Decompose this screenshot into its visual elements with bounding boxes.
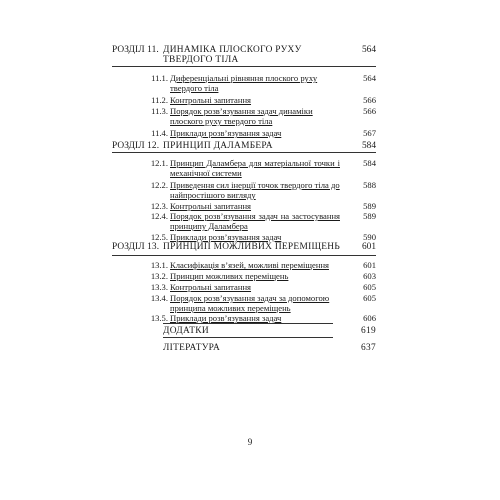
appendices-rule-top — [163, 323, 333, 324]
section-title: Порядок розв’язування задач на застосування принципу Даламбера — [170, 211, 340, 231]
chapter-title: ПРИНЦИП МОЖЛИВИХ ПЕРЕМІЩЕНЬ — [163, 242, 341, 252]
toc-appendices[interactable] — [112, 323, 376, 337]
section-title: Принцип можливих переміщень — [170, 271, 289, 281]
section-number: 13.1. — [150, 260, 168, 270]
section-title: Порядок розв’язування задач динаміки плоского руху твердого тіла — [170, 106, 313, 126]
toc-references[interactable] — [112, 343, 376, 353]
section-page: 605 — [363, 293, 376, 303]
section-title: Класифікація в’язей, можливі переміщення — [170, 260, 330, 270]
section-page: 606 — [363, 313, 376, 323]
section-page: 584 — [363, 158, 376, 168]
page-number: 9 — [247, 437, 253, 447]
section-page: 601 — [363, 260, 376, 270]
section-number: 12.2. — [150, 180, 168, 190]
section-title: Приклади розв’язування задач — [170, 128, 282, 138]
chapter-rule — [112, 152, 376, 153]
chapter-number: РОЗДІЛ 11. — [112, 45, 159, 55]
chapter-rule — [112, 66, 376, 67]
chapter-page: 601 — [361, 242, 376, 252]
section-number: 12.1. — [150, 158, 168, 168]
chapter-title: ДИНАМІКА ПЛОСКОГО РУХУ ТВЕРДОГО ТІЛА — [163, 45, 302, 65]
section-page: 566 — [363, 95, 376, 105]
section-number: 13.5. — [150, 313, 168, 323]
section-number: 11.4. — [151, 128, 168, 138]
section-page: 589 — [363, 211, 376, 221]
references-title: ЛІТЕРАТУРА — [163, 343, 221, 353]
section-title: Принцип Даламбера для матеріальної точки і механічної системи — [170, 158, 340, 178]
toc-chapter-11[interactable] — [112, 45, 376, 67]
section-title: Контрольні запитання — [170, 201, 252, 211]
chapter-number: РОЗДІЛ 13. — [112, 242, 160, 252]
section-title: Диференціальні рівняння плоского руху твердого тіла — [170, 73, 318, 93]
section-page: 588 — [363, 180, 376, 190]
section-number: 12.5. — [150, 232, 168, 242]
section-title: Приведення сил інерції точок твердого тіла до найпростішого вигляду — [170, 180, 340, 200]
section-number: 13.2. — [150, 271, 168, 281]
chapter-page: 584 — [361, 141, 376, 151]
section-page: 605 — [363, 282, 376, 292]
toc-chapter-12[interactable] — [112, 141, 376, 153]
appendices-rule-bottom — [163, 337, 333, 338]
section-title: Приклади розв’язування задач — [170, 232, 282, 242]
section-page: 603 — [363, 271, 376, 281]
section-page: 589 — [363, 201, 376, 211]
section-page: 564 — [363, 73, 376, 83]
section-page: 567 — [363, 128, 376, 138]
references-page: 637 — [361, 343, 376, 353]
section-title: Приклади розв’язування задач — [170, 313, 282, 323]
chapter-page: 564 — [361, 45, 376, 55]
section-number: 12.4. — [150, 211, 168, 221]
appendices-page: 619 — [361, 326, 376, 336]
section-number: 11.1. — [151, 73, 168, 83]
section-number: 13.3. — [150, 282, 168, 292]
section-title: Порядок розв’язування задач за допомогою принципа можливих переміщень — [170, 293, 330, 313]
section-page: 566 — [363, 106, 376, 116]
section-title: Контрольні запитання — [170, 95, 252, 105]
chapter-rule — [112, 255, 376, 256]
toc-chapter-13[interactable] — [112, 242, 376, 256]
section-page: 590 — [363, 232, 376, 242]
chapter-title: ПРИНЦИП ДАЛАМБЕРА — [163, 141, 273, 151]
section-number: 11.2. — [151, 95, 168, 105]
section-title: Контрольні запитання — [170, 282, 252, 292]
section-number: 13.4. — [150, 293, 168, 303]
section-number: 11.3. — [151, 106, 168, 116]
appendices-title: ДОДАТКИ — [163, 326, 209, 336]
chapter-number: РОЗДІЛ 12. — [112, 141, 160, 151]
section-number: 12.3. — [150, 201, 168, 211]
